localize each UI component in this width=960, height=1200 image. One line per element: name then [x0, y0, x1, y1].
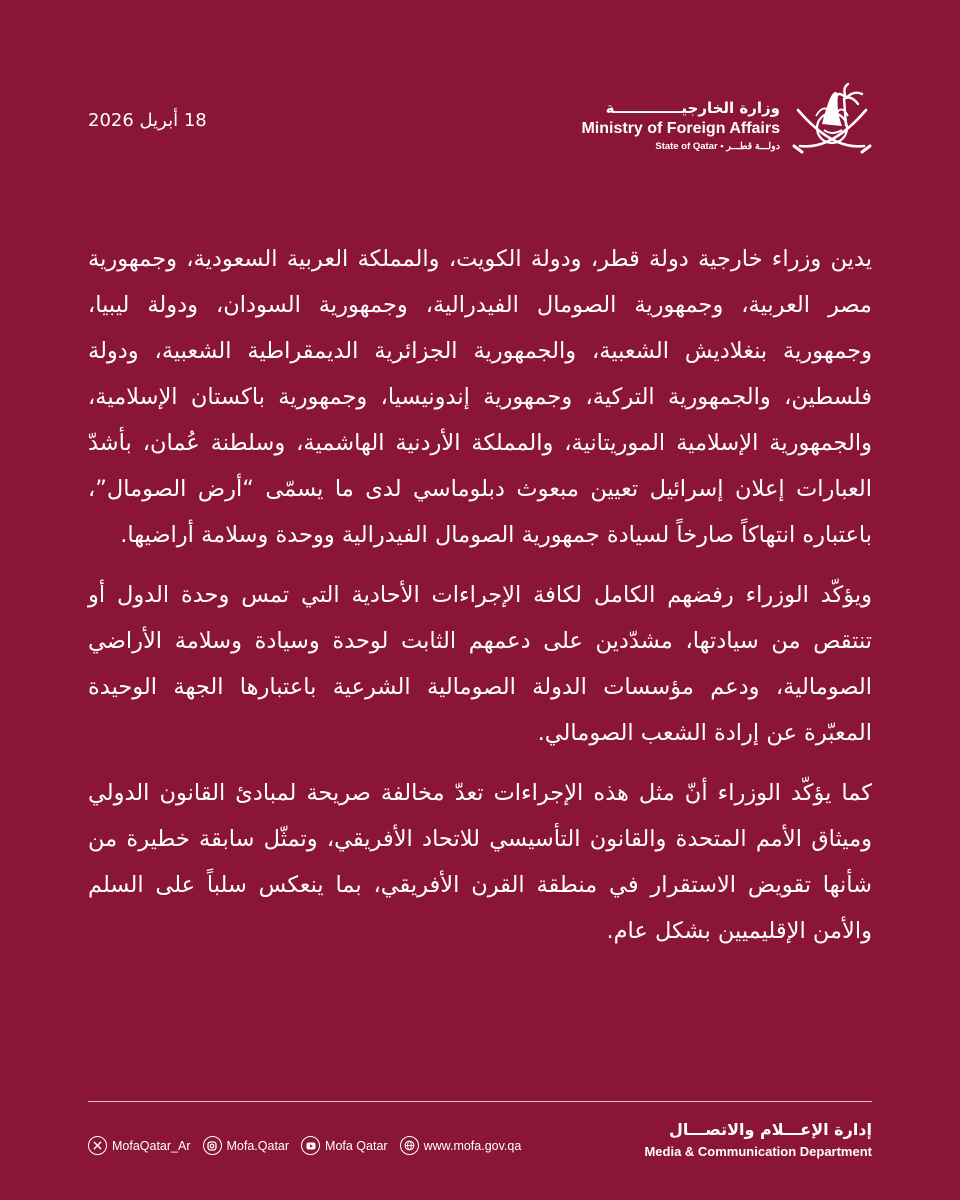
social-link-instagram[interactable] [203, 1136, 290, 1155]
social-link-website[interactable] [400, 1136, 522, 1155]
footer [88, 1118, 872, 1168]
statement-body [88, 236, 872, 968]
department-name-en: Media & Communication Department [644, 1144, 872, 1159]
youtube-icon [301, 1136, 320, 1155]
social-links [88, 1136, 521, 1155]
statement-paragraph: كما يؤكّد الوزراء أنّ مثل هذه الإجراءات تعدّ مخالفة صريحة لمبادئ القانون الدولي وميثاق الأمم المتحدة والقانون التأسيسي للاتحاد الأفريقي، وتمثّل سابقة خطيرة من شأنها تقويض الاستقرار في منطقة القرن الأفريقي، بما ينعكس سلباً على السلم والأمن الإقليميين بشكل عام. [88, 780, 872, 944]
social-label: www.mofa.gov.qa [423, 1138, 522, 1153]
qatar-emblem-icon [792, 74, 872, 164]
ministry-brand [582, 70, 872, 170]
instagram-icon [203, 1136, 222, 1155]
statement-paragraph: ويؤكّد الوزراء رفضهم الكامل لكافة الإجراءات الأحادية التي تمس وحدة الدول أو تنتقص من سيادتها، مشدّدين على دعمهم الثابت لوحدة وسيادة وسلامة الأراضي الصومالية، ودعم مؤسسات الدولة الصومالية الشرعية باعتبارها الجهة الوحيدة المعبّرة عن إرادة الشعب الصومالي. [88, 582, 872, 746]
statement-paragraph: يدين وزراء خارجية دولة قطر، ودولة الكويت، والمملكة العربية السعودية، وجمهورية مصر العربية، وجمهورية الصومال الفيدرالية، وجمهورية السودان، ودولة ليبيا، وجمهورية بنغلاديش الشعبية، والجمهورية الجزائرية الديمقراطية الشعبية، ودولة فلسطين، والجمهورية التركية، وجمهورية إندونيسيا، وجمهورية باكستان الإسلامية، والجمهورية الإسلامية الموريتانية، والمملكة الأردنية الهاشمية، وسلطنة عُمان، بأشدّ العبارات إعلان إسرائيل تعيين مبعوث دبلوماسي لدى ما يسمّى “أرض الصومال”، باعتباره انتهاكاً صارخاً لسيادة جمهورية الصومال الفيدرالية ووحدة وسلامة أراضيها. [88, 246, 872, 548]
social-label: Mofa Qatar [325, 1138, 388, 1153]
footer-divider [88, 1101, 872, 1102]
ministry-name-ar: وزارة الخارجيـــــــــــــة [605, 99, 780, 117]
ministry-wordmark [581, 98, 780, 154]
social-label: Mofa.Qatar [226, 1138, 290, 1153]
department-name-ar: إدارة الإعـــلام والاتصـــال [669, 1120, 872, 1139]
social-link-x[interactable] [88, 1136, 191, 1155]
ministry-name-en: Ministry of Foreign Affairs [581, 120, 780, 137]
social-link-youtube[interactable] [301, 1136, 388, 1155]
globe-icon [400, 1136, 419, 1155]
social-label: MofaQatar_Ar [112, 1138, 191, 1153]
department [644, 1118, 872, 1162]
state-of-qatar: State of Qatar • دولـــة قطـــر [655, 141, 780, 152]
date: 18 أبريل 2026 [88, 110, 207, 131]
header [88, 70, 872, 170]
x-icon [88, 1136, 107, 1155]
